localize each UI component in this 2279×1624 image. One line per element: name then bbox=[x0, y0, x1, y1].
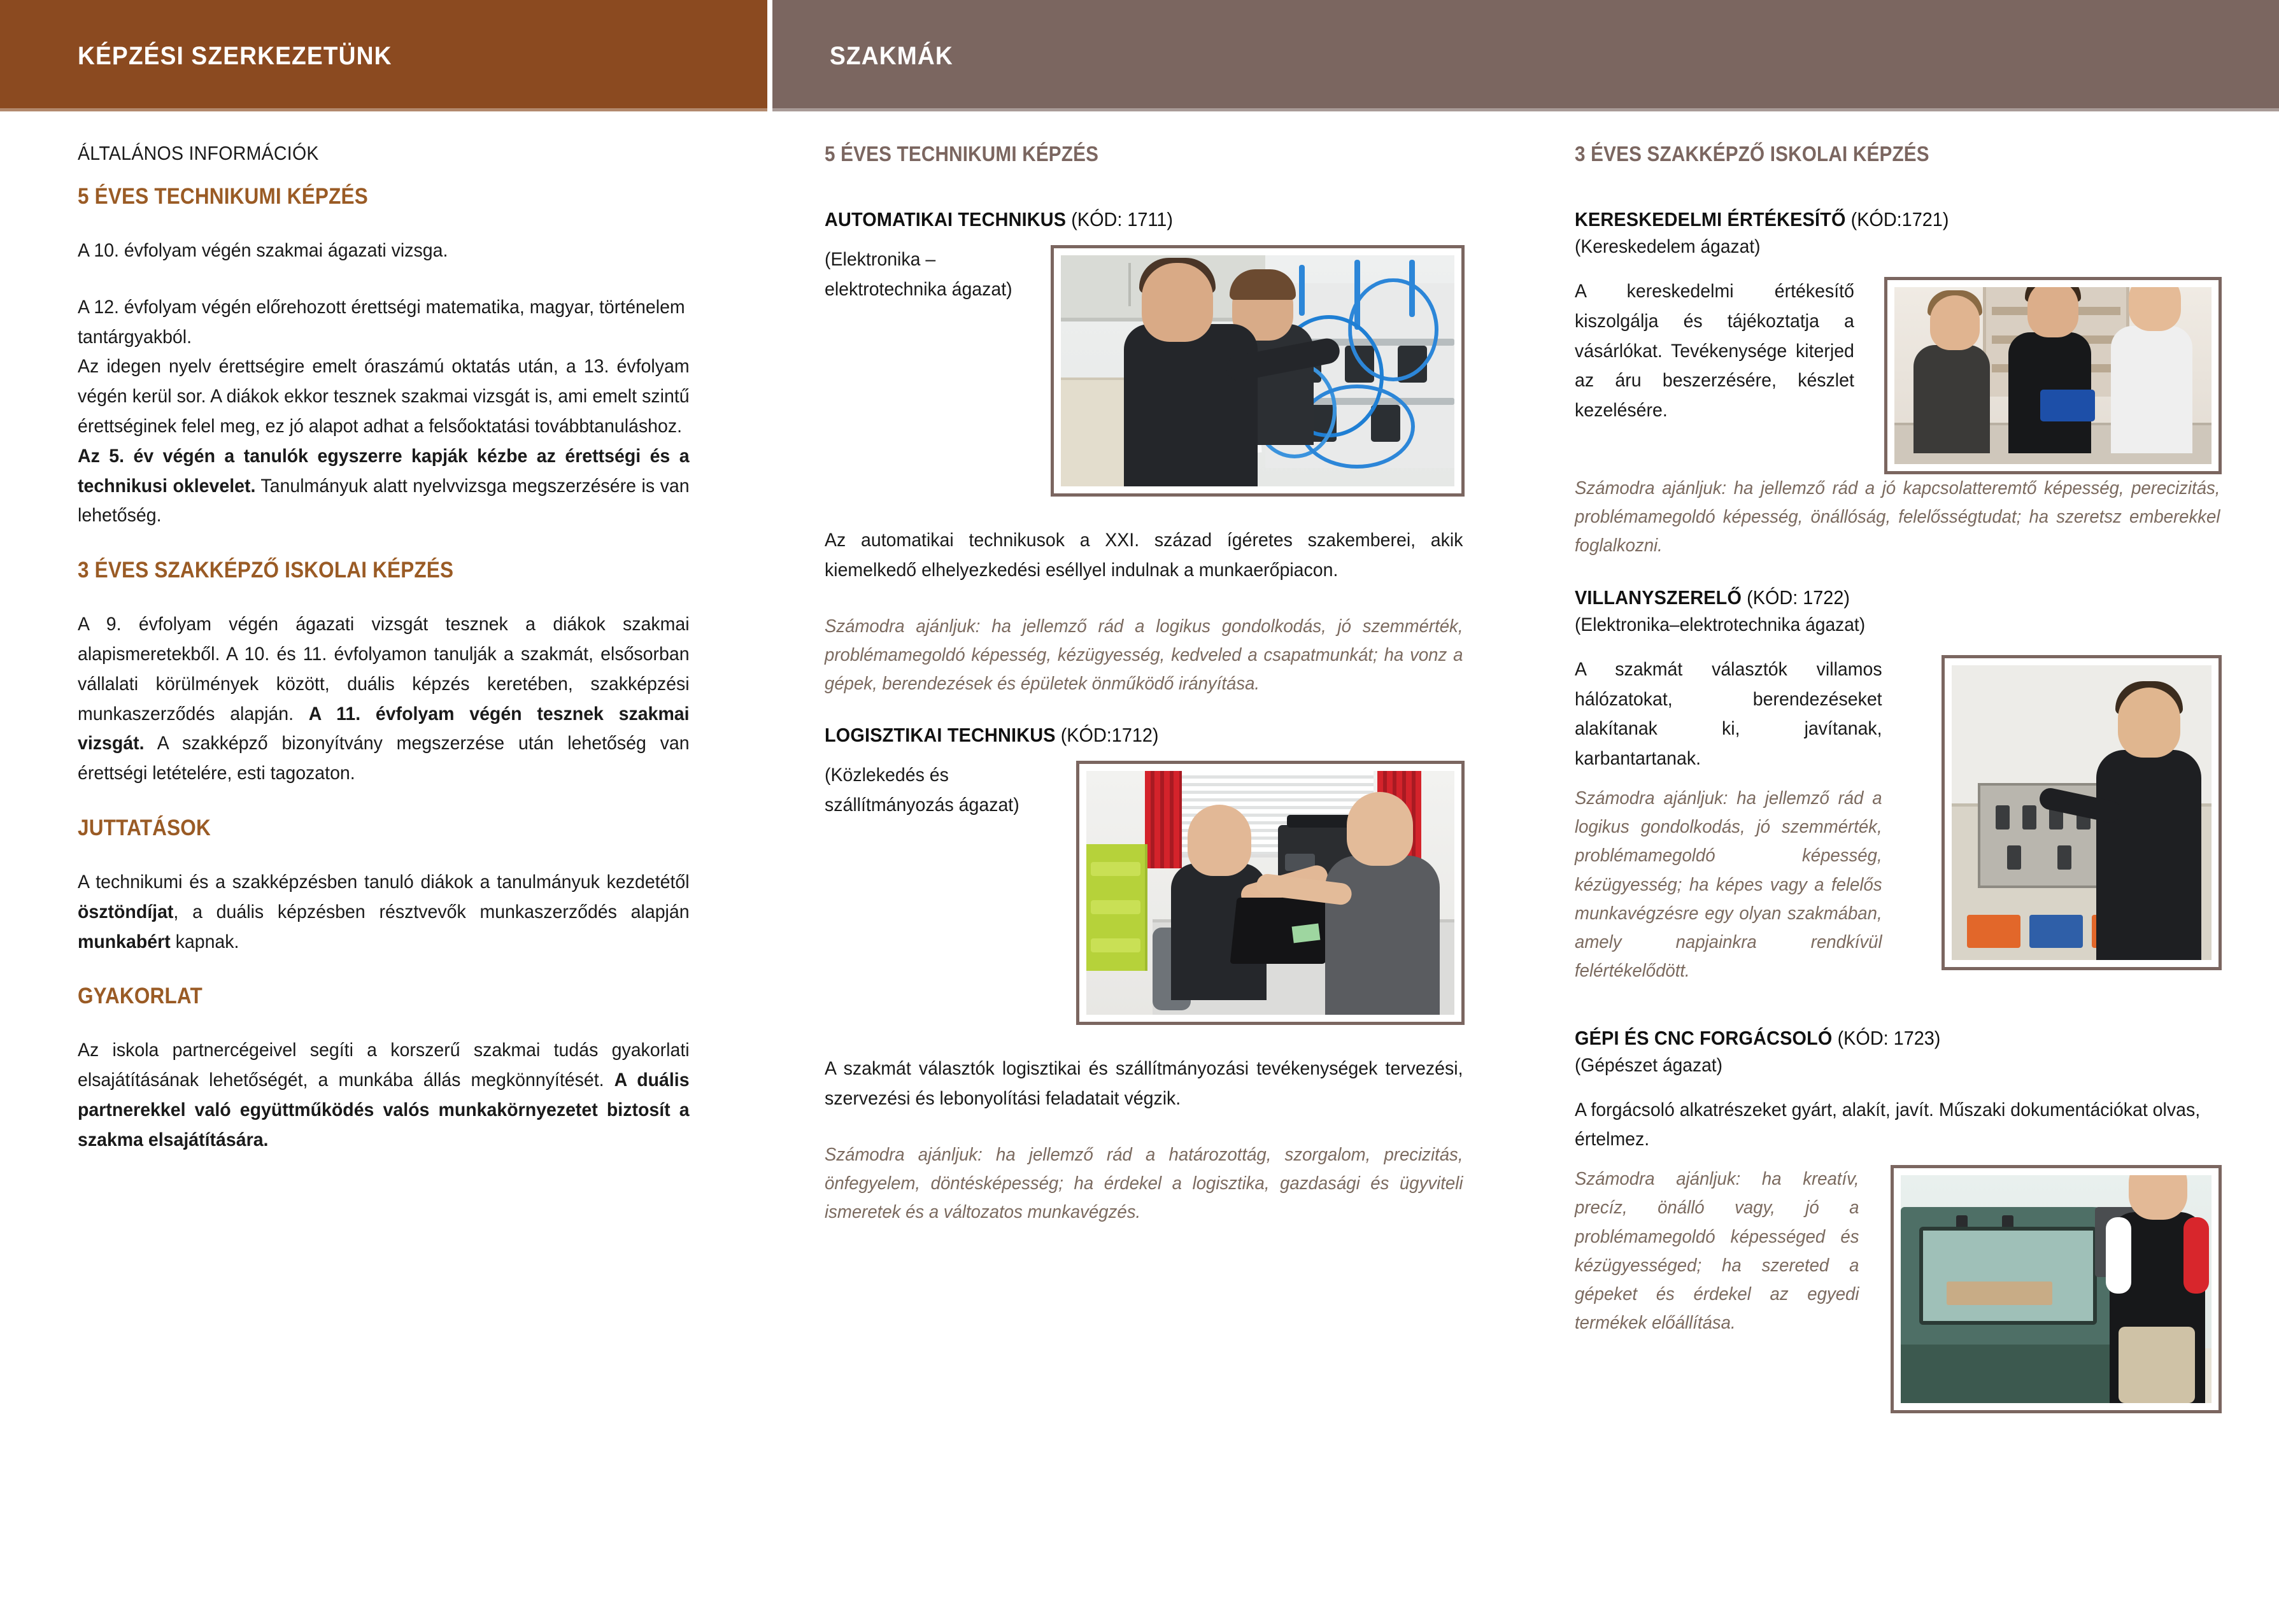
job-title-kereskedelmi-ertekesito bbox=[1575, 208, 2176, 231]
left-section2-paragraph bbox=[78, 610, 690, 789]
logistics-office-photo bbox=[1076, 761, 1465, 1025]
left-section3-paragraph bbox=[78, 868, 690, 957]
mid-column-heading: 5 ÉVES TECHNIKUMI KÉPZÉS bbox=[825, 142, 1099, 166]
job-code: (KÓD: 1723) bbox=[1837, 1026, 1941, 1049]
left-section1-highlight bbox=[78, 442, 690, 531]
automation-lab-photo bbox=[1051, 245, 1465, 497]
job-name: KERESKEDELMI ÉRTÉKESÍTŐ bbox=[1575, 208, 1846, 230]
banner-right-title: SZAKMÁK bbox=[830, 41, 953, 70]
job-recommendation-kereskedelmi: Számodra ajánljuk: ha jellemző rád a jó kapcsolatteremtő képesség, perecizitás, problémamegoldó képesség, önállóság, felelősségtudat; ha szeretsz emberekkel foglalkozni. bbox=[1575, 478, 2220, 556]
left-section4-lead: Az iskola partnercégeivel segíti a korszerű szakmai tudás gyakorlati elsajátításának lehetőségét, a munkába állás megkönnyítését. bbox=[78, 1040, 690, 1091]
job-description-villanyszerelo: A szakmát választók villamos hálózatokat, berendezéseket alakítanak ki, javítanak, karbantartanak. bbox=[1575, 658, 1882, 770]
left-section1-line1: A 10. évfolyam végén szakmai ágazati vizsga. bbox=[78, 240, 448, 261]
electrician-workbench-photo bbox=[1942, 655, 2222, 970]
job-branch-cnc: (Gépészet ágazat) bbox=[1575, 1054, 1722, 1076]
left-section-heading-szakkepzo: 3 ÉVES SZAKKÉPZŐ ISKOLAI KÉPZÉS bbox=[78, 558, 454, 583]
left-section1-line3: Az idegen nyelv érettségire emelt óraszámú oktatás után, a 13. évfolyam végén kerül sor. A diákok ekkor tesznek szakmai vizsgát is, ami emelt szintű érettséginek felel meg, ez jó alapot adhat a felsőoktatási továbbtanuláshoz. bbox=[78, 356, 690, 437]
content-columns bbox=[0, 111, 2279, 1413]
retail-shop-photo bbox=[1884, 277, 2222, 474]
left-section4-bold: A duális partnerekkel való együttműködés valós munkakörnyezetet biztosít a szakma elsajátítására. bbox=[78, 1070, 690, 1150]
job-description-automatikai: Az automatikai technikusok a XXI. század ígéretes szakemberei, akik kiemelkedő elhelyezkedési eséllyel indulnak a munkaerőpiacon. bbox=[825, 530, 1463, 581]
left-section3-tail: kapnak. bbox=[170, 931, 239, 952]
job-name: VILLANYSZERELŐ bbox=[1575, 586, 1742, 609]
left-section1-line2: A 12. évfolyam végén előrehozott érettségi matematika, magyar, történelem tantárgyakból. bbox=[78, 296, 685, 348]
banner-kepzesi-szerkezetunk bbox=[0, 0, 767, 111]
left-section2-bold: A 11. évfolyam végén tesznek szakmai vizsgát. bbox=[78, 703, 690, 754]
banner-left-title: KÉPZÉSI SZERKEZETÜNK bbox=[78, 41, 392, 70]
left-column bbox=[0, 111, 767, 1413]
header-banners bbox=[0, 0, 2279, 111]
left-section-heading-juttatasok: JUTTATÁSOK bbox=[78, 815, 211, 840]
left-section4-paragraph bbox=[78, 1036, 690, 1155]
banner-szakmak bbox=[772, 0, 2279, 111]
job-name: AUTOMATIKAI TECHNIKUS bbox=[825, 208, 1067, 230]
left-section3-lead: A technikumi és a szakképzésben tanuló diákok a tanulmányuk kezdetétől bbox=[78, 871, 690, 893]
job-recommendation-cnc: Számodra ajánljuk: ha kreatív, precíz, önálló vagy, jó a problémamegoldó képességed és kézügyességed; ha szereted a gépeket és érdekel az egyedi termékek előállítása. bbox=[1575, 1169, 1859, 1334]
left-section3-mid: , a duális képzésben résztvevők munkaszerződés alapján bbox=[173, 901, 690, 922]
job-branch-logisztikai: (Közlekedés és szállítmányozás ágazat) bbox=[825, 765, 1019, 816]
job-title-cnc-forgacsolo bbox=[1575, 1027, 2176, 1050]
left-section-heading-technikum: 5 ÉVES TECHNIKUMI KÉPZÉS bbox=[78, 184, 368, 209]
job-recommendation-logisztikai: Számodra ajánljuk: ha jellemző rád a határozottág, szorgalom, precizitás, önfegyelem, döntésképesség; ha érdekel a logisztika, gazdasági és ügyviteli ismeretek és a változatos munkavégzés. bbox=[825, 1144, 1463, 1223]
job-name: LOGISZTIKAI TECHNIKUS bbox=[825, 724, 1056, 747]
job-code: (KÓD: 1722) bbox=[1747, 586, 1850, 609]
job-branch-automatikai: (Elektronika – elektrotechnika ágazat) bbox=[825, 249, 1012, 300]
job-code: (KÓD:1721) bbox=[1850, 208, 1949, 230]
left-section2-lead: A 9. évfolyam végén ágazati vizsgát tesznek a diákok szakmai alapismeretekből. A 10. és 11. évfolyamon tanulják a szakmát, elsősorban vállalati körülmények között, duális képzés keretében, szakképzési munkaszerződés alapján. bbox=[78, 614, 690, 724]
left-section2-tail: A szakképző bizonyítvány megszerzése után lehetőség van érettségi letételére, esti tagozaton. bbox=[78, 733, 690, 784]
banner-right-underline bbox=[772, 108, 2279, 111]
job-title-logisztikai-technikus bbox=[825, 724, 1420, 747]
left-section-heading-gyakorlat: GYAKORLAT bbox=[78, 984, 202, 1009]
right-column bbox=[1519, 111, 2279, 1413]
job-code: (KÓD: 1711) bbox=[1071, 208, 1173, 230]
job-recommendation-automatikai: Számodra ajánljuk: ha jellemző rád a logikus gondolkodás, jó szemmérték, problémamegoldó képesség, kézügyesség, kedveled a csapatmunkát; ha vonz a gépek, berendezések és épületek önműködő irányítása. bbox=[825, 616, 1463, 695]
job-branch-kereskedelmi: (Kereskedelem ágazat) bbox=[1575, 236, 1761, 257]
left-section3-bold-osztondij: ösztöndíjat bbox=[78, 901, 174, 922]
right-column-heading: 3 ÉVES SZAKKÉPZŐ ISKOLAI KÉPZÉS bbox=[1575, 142, 1929, 166]
general-info-kicker: ÁLTALÁNOS INFORMÁCIÓK bbox=[78, 142, 319, 164]
job-code: (KÓD:1712) bbox=[1060, 724, 1159, 747]
job-title-villanyszerelo bbox=[1575, 586, 2176, 609]
banner-divider bbox=[767, 0, 772, 111]
job-title-automatikai-technikus bbox=[825, 208, 1420, 231]
left-section1-tail: Tanulmányuk alatt nyelvvizsga megszerzésére is van lehetőség. bbox=[78, 475, 690, 526]
left-section1-bold: Az 5. év végén a tanulók egyszerre kapják kézbe az érettségi és a technikusi oklevelet. bbox=[78, 445, 690, 497]
job-recommendation-villanyszerelo: Számodra ajánljuk: ha jellemző rád a logikus gondolkodás, jó szemmérték, problémamegoldó képesség, kézügyesség; ha képes vagy a felelős munkavégzésre egy olyan szakmában, amely napjainkra rendkívül felértékelődött. bbox=[1575, 787, 1882, 982]
job-branch-villanyszerelo: (Elektronika–elektrotechnika ágazat) bbox=[1575, 614, 1866, 635]
job-description-cnc: A forgácsoló alkatrészeket gyárt, alakít, javít. Műszaki dokumentációkat olvas, értelmez. bbox=[1575, 1099, 2201, 1150]
left-section3-bold-munkaber: munkabért bbox=[78, 931, 171, 952]
job-description-logisztikai: A szakmát választók logisztikai és szállítmányozási tevékenységek tervezési, szervezési és lebonyolítási feladatait végzik. bbox=[825, 1058, 1463, 1110]
job-name: GÉPI ÉS CNC FORGÁCSOLÓ bbox=[1575, 1026, 1833, 1049]
banner-left-underline bbox=[0, 108, 767, 111]
job-description-kereskedelmi: A kereskedelmi értékesítő kiszolgálja és tájékoztatja a vásárlókat. Tevékenysége kiterjed az áru beszerzésére, készlet kezelésére. bbox=[1575, 281, 1854, 421]
cnc-machine-photo bbox=[1891, 1165, 2222, 1413]
middle-column bbox=[767, 111, 1519, 1413]
